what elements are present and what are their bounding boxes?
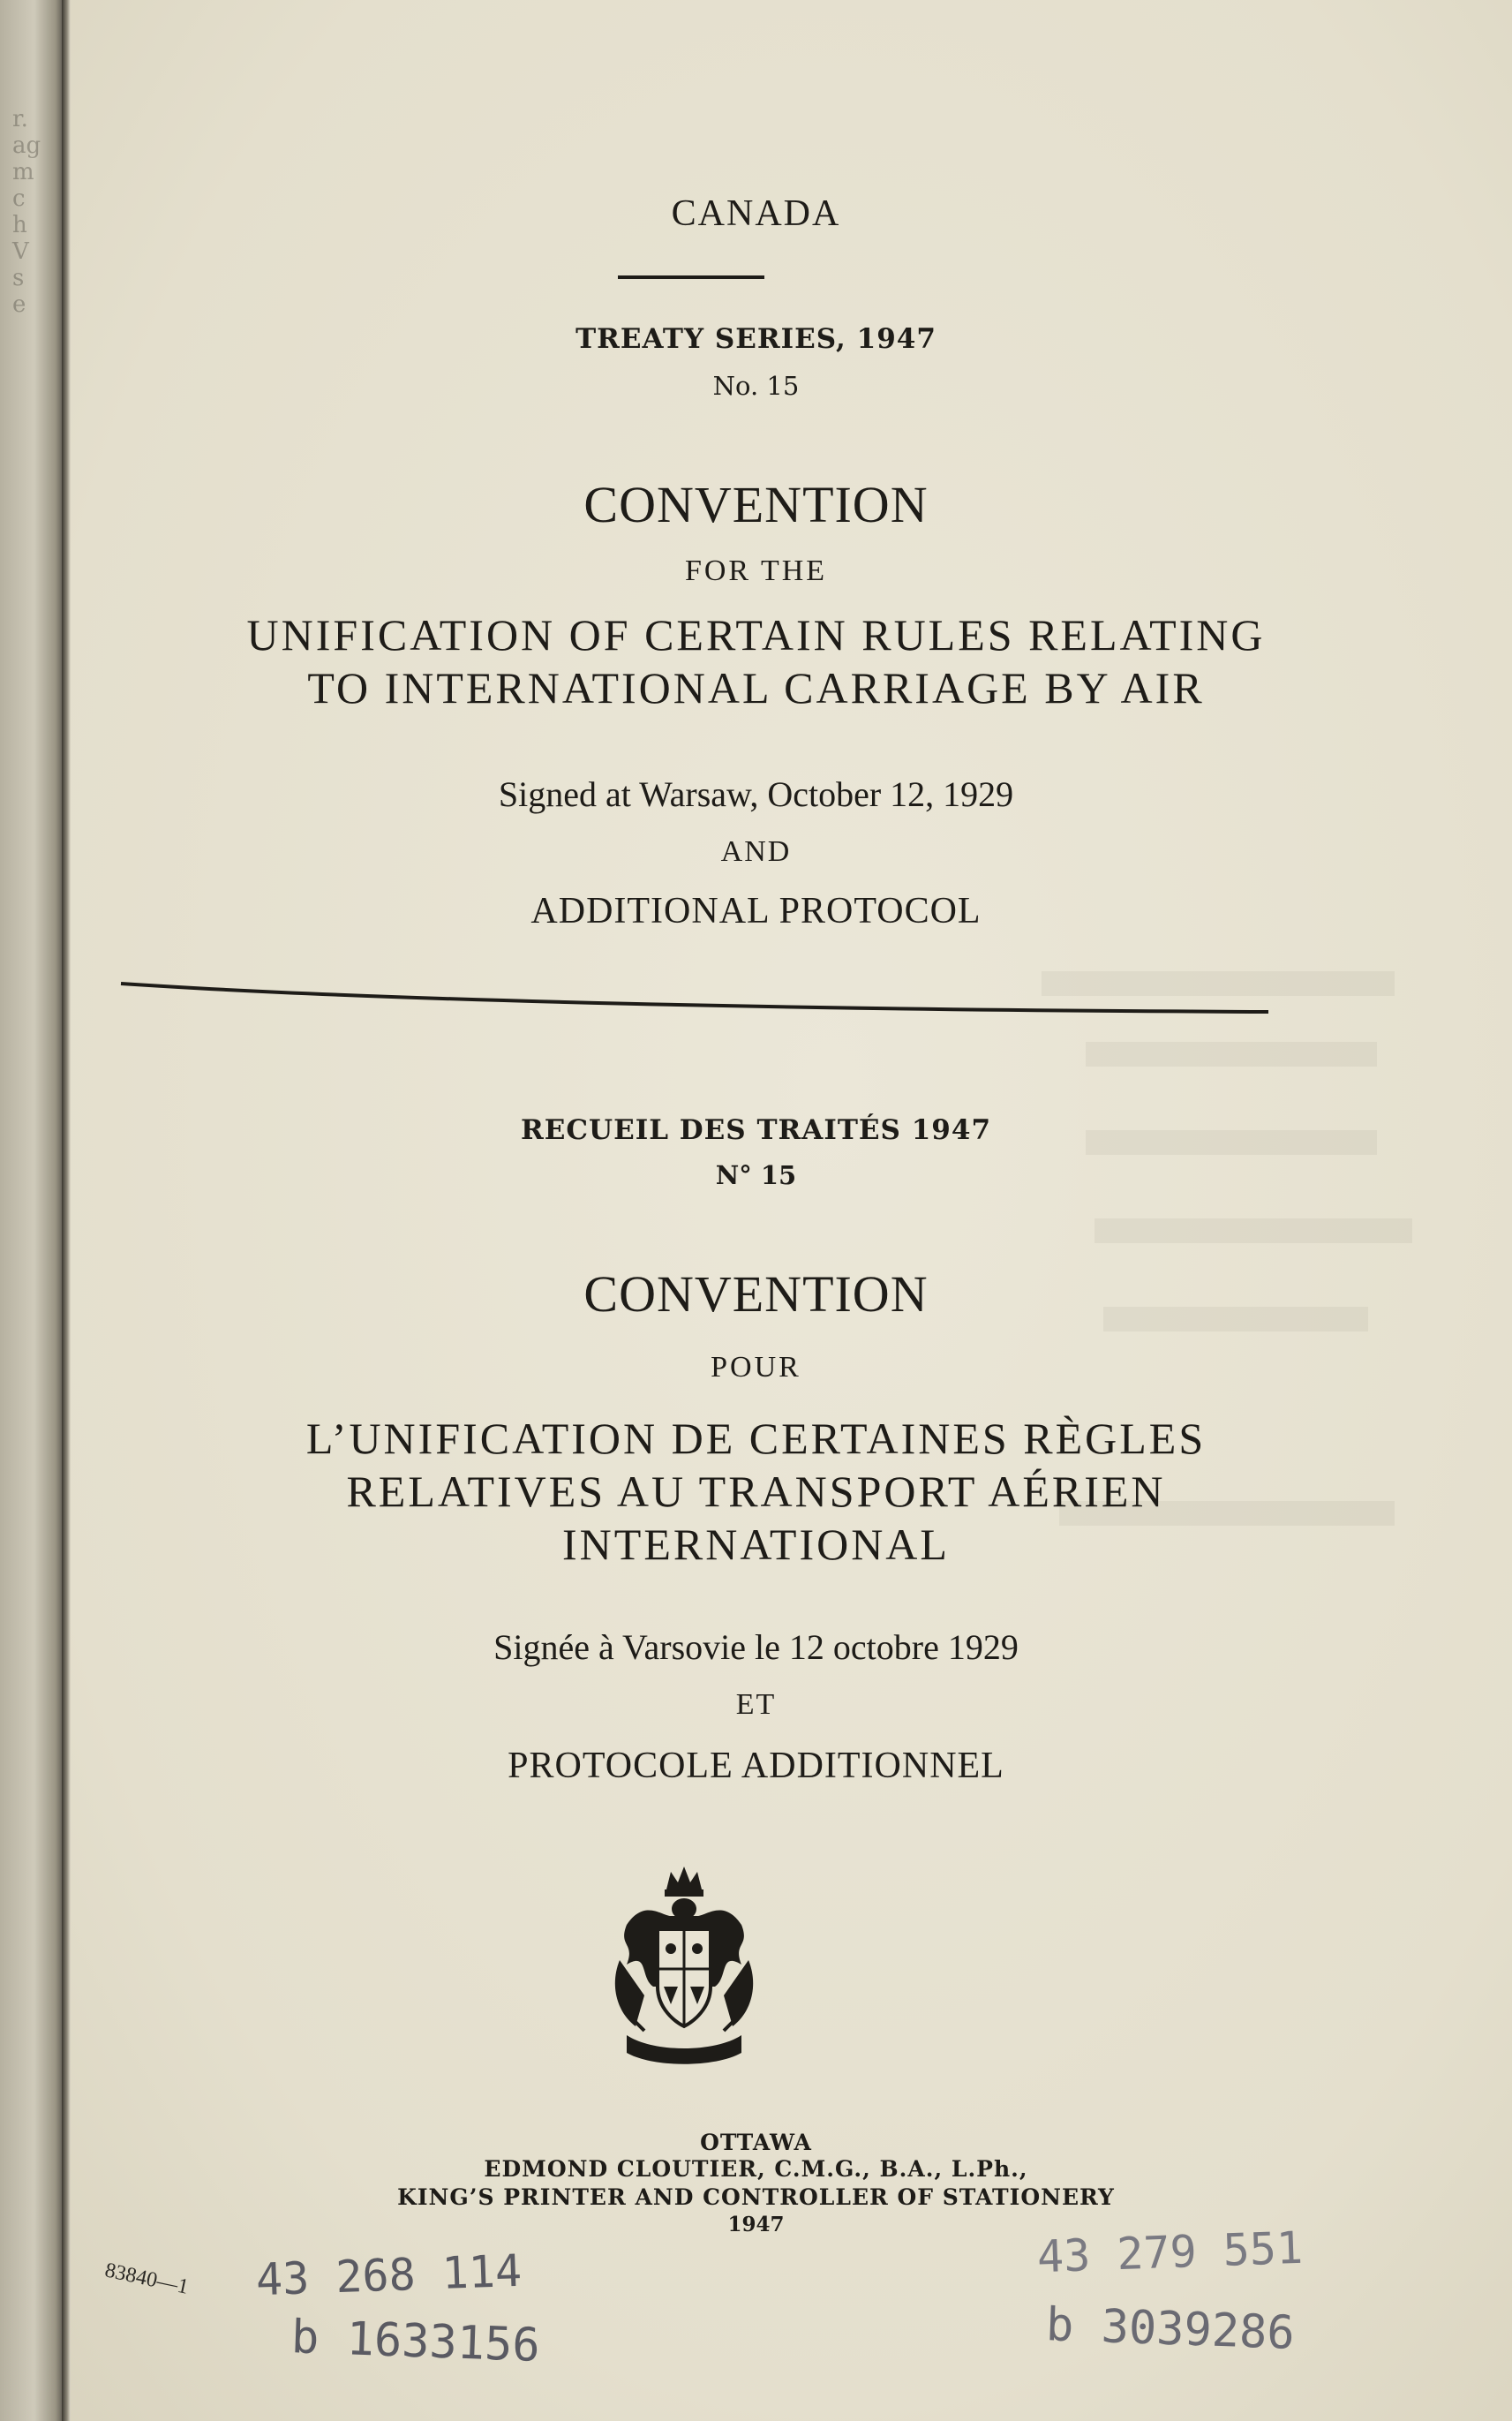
treaty-number: No. 15 [712, 371, 800, 401]
divider-rule [119, 978, 1271, 1014]
pencil-note-right-2: b 3039286 [1045, 2298, 1296, 2360]
bleed-through-text: r. ag m c h V s e [12, 106, 41, 318]
title-line-2: TO INTERNATIONAL CARRIAGE BY AIR [307, 663, 1205, 713]
et-label: ET [735, 1688, 777, 1721]
protocole-additionnel: PROTOCOLE ADDITIONNEL [508, 1746, 1004, 1786]
show-through-shadow [1086, 1042, 1377, 1067]
title-fr-line-3: INTERNATIONAL [562, 1520, 950, 1569]
pencil-note-left-2: b 1633156 [290, 2311, 541, 2372]
recueil-series: RECUEIL DES TRAITÉS 1947 [520, 1114, 992, 1146]
imprint-year: 1947 [727, 2213, 785, 2236]
convention-heading: CONVENTION [583, 476, 929, 533]
pencil-note-left-1: 43 268 114 [255, 2244, 523, 2306]
pencil-note-right-1: 43 279 551 [1036, 2221, 1304, 2283]
book-spine-shadow [0, 0, 62, 2421]
print-code: 83840—1 [102, 2259, 191, 2299]
recueil-number: N° 15 [715, 1160, 797, 1190]
and-label: AND [720, 835, 792, 868]
coat-of-arms-emblem [609, 1863, 759, 2070]
for-the-label: FOR THE [684, 554, 828, 587]
title-fr-line-1: L’UNIFICATION DE CERTAINES RÈGLES [305, 1414, 1207, 1463]
additional-protocol: ADDITIONAL PROTOCOL [530, 891, 982, 931]
signed-line: Signed at Warsaw, October 12, 1929 [498, 774, 1014, 814]
short-rule [618, 275, 764, 279]
pour-label: POUR [711, 1351, 801, 1384]
gutter-edge [62, 0, 71, 2421]
title-fr-line-2: RELATIVES AU TRANSPORT AÉRIEN [346, 1467, 1166, 1516]
country-heading: CANADA [671, 193, 841, 234]
signee-line: Signée à Varsovie le 12 octobre 1929 [493, 1627, 1019, 1667]
imprint-printer: EDMOND CLOUTIER, C.M.G., B.A., L.Ph., [484, 2156, 1028, 2182]
title-line-1: UNIFICATION OF CERTAIN RULES RELATING [246, 610, 1266, 660]
imprint-city: OTTAWA [700, 2130, 812, 2155]
convention-heading-fr: CONVENTION [583, 1265, 929, 1323]
show-through-shadow [1095, 1218, 1412, 1243]
treaty-series: TREATY SERIES, 1947 [575, 323, 937, 355]
imprint-title: KING’S PRINTER AND CONTROLLER OF STATIONERY [397, 2184, 1115, 2210]
